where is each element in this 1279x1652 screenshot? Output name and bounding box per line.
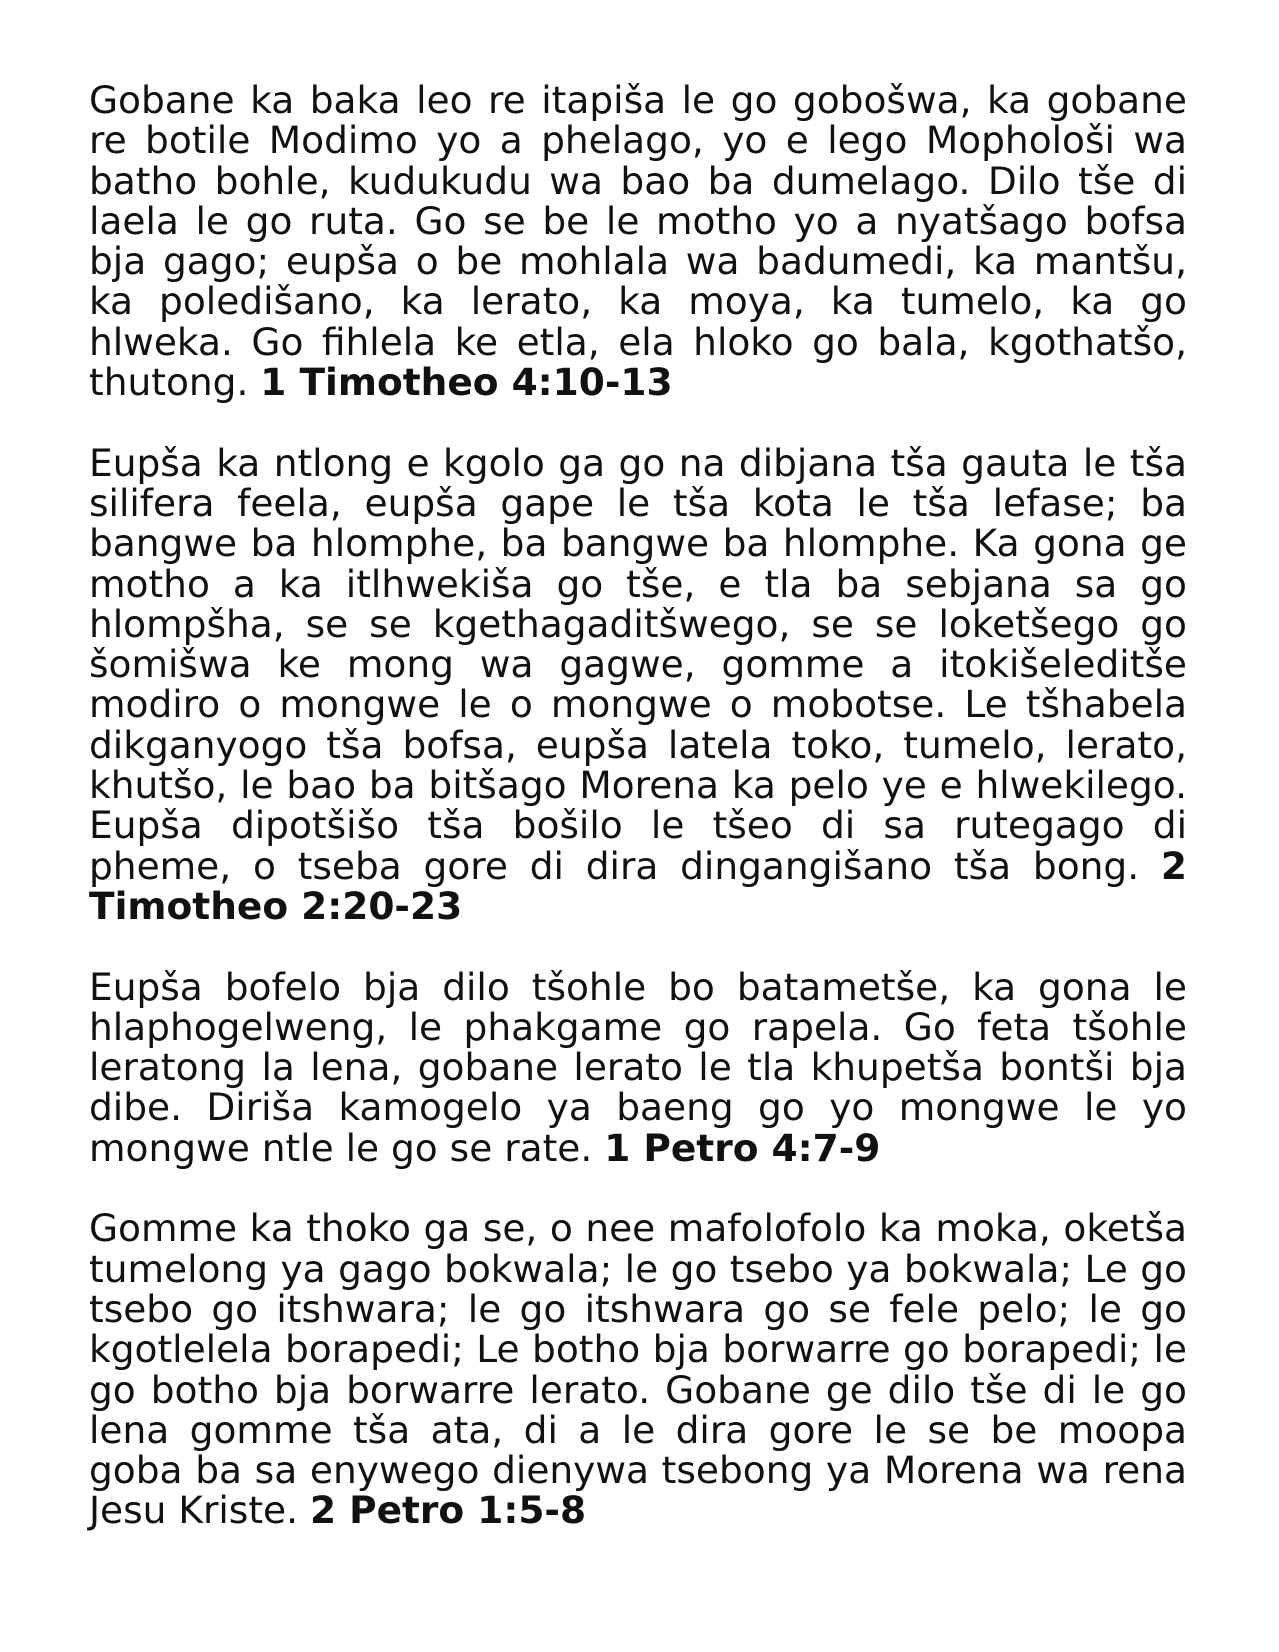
scripture-reference: 2 Petro 1:5-8 xyxy=(309,1488,587,1533)
scripture-passage xyxy=(89,964,1187,1170)
passage-text: Eupša bofelo bja dilo tšohle bo batametše, ka gona le hlaphogelweng, le phakgame go rapela. Go feta tšohle leratong la lena, gobane lerato le tla khupetša bontši bja dibe. Diriša kamogelo ya baeng go yo mongwe le yo mongwe ntle le go se rate. xyxy=(89,964,1187,1170)
scripture-reference: 1 Timotheo 4:10-13 xyxy=(260,360,673,405)
document-page xyxy=(89,80,1187,1531)
scripture-reference: 1 Petro 4:7-9 xyxy=(604,1125,881,1170)
scripture-passage xyxy=(89,78,1187,405)
passage-text: Gobane ka baka leo re itapiša le go gobošwa, ka gobane re botile Modimo yo a phelago, yo e lego Mophološi wa batho bohle, kudukudu wa bao ba dumelago. Dilo tše di laela le go ruta. Go se be le motho yo a nyatšago bofsa bja gago; eupša o be mohlala wa badumedi, ka mantšu, ka poledišano, ka lerato, ka moya, ka tumelo, ka go hlweka. Go fihlela ke etla, ela hloko go bala, kgothatšo, thutong. xyxy=(89,78,1187,405)
passage-text: Gomme ka thoko ga se, o nee mafolofolo ka moka, oketša tumelong ya gago bokwala; le go tsebo ya bokwala; Le go tsebo go itshwara; le go itshwara go se fele pelo; le go kgotlelela borapedi; Le botho bja borwarre go borapedi; le go botho bja borwarre lerato. Gobane ge dilo tše di le go lena gomme tša ata, di a le dira gore le se be moopa goba ba sa enywego dienywa tsebong ya Morena wa rena Jesu Kriste. xyxy=(89,1206,1187,1533)
passage-text: Eupša ka ntlong e kgolo ga go na dibjana tša gauta le tša silifera feela, eupša gape le tša kota le tša lefase; ba bangwe ba hlomphe, ba bangwe ba hlomphe. Ka gona ge motho a ka itlhwekiša go tše, e tla ba sebjana sa go hlompšha, se se kgethagaditšwego, se se loketšego go šomišwa ke mong wa gagwe, gomme a itokišeleditše modiro o mongwe le o mongwe o mobotse. Le tšhabela dikganyogo tša bofsa, eupša latela toko, tumelo, lerato, khutšo, le bao ba bitšago Morena ka pelo ye e hlwekilego. Eupša dipotšišo tša bošilo le tšeo di sa rutegago di pheme, o tseba gore di dira dingangišano tša bong. xyxy=(89,440,1187,888)
scripture-reference: 2 Timotheo 2:20-23 xyxy=(89,843,1188,928)
scripture-passage xyxy=(89,1206,1187,1533)
scripture-passage xyxy=(89,440,1188,928)
